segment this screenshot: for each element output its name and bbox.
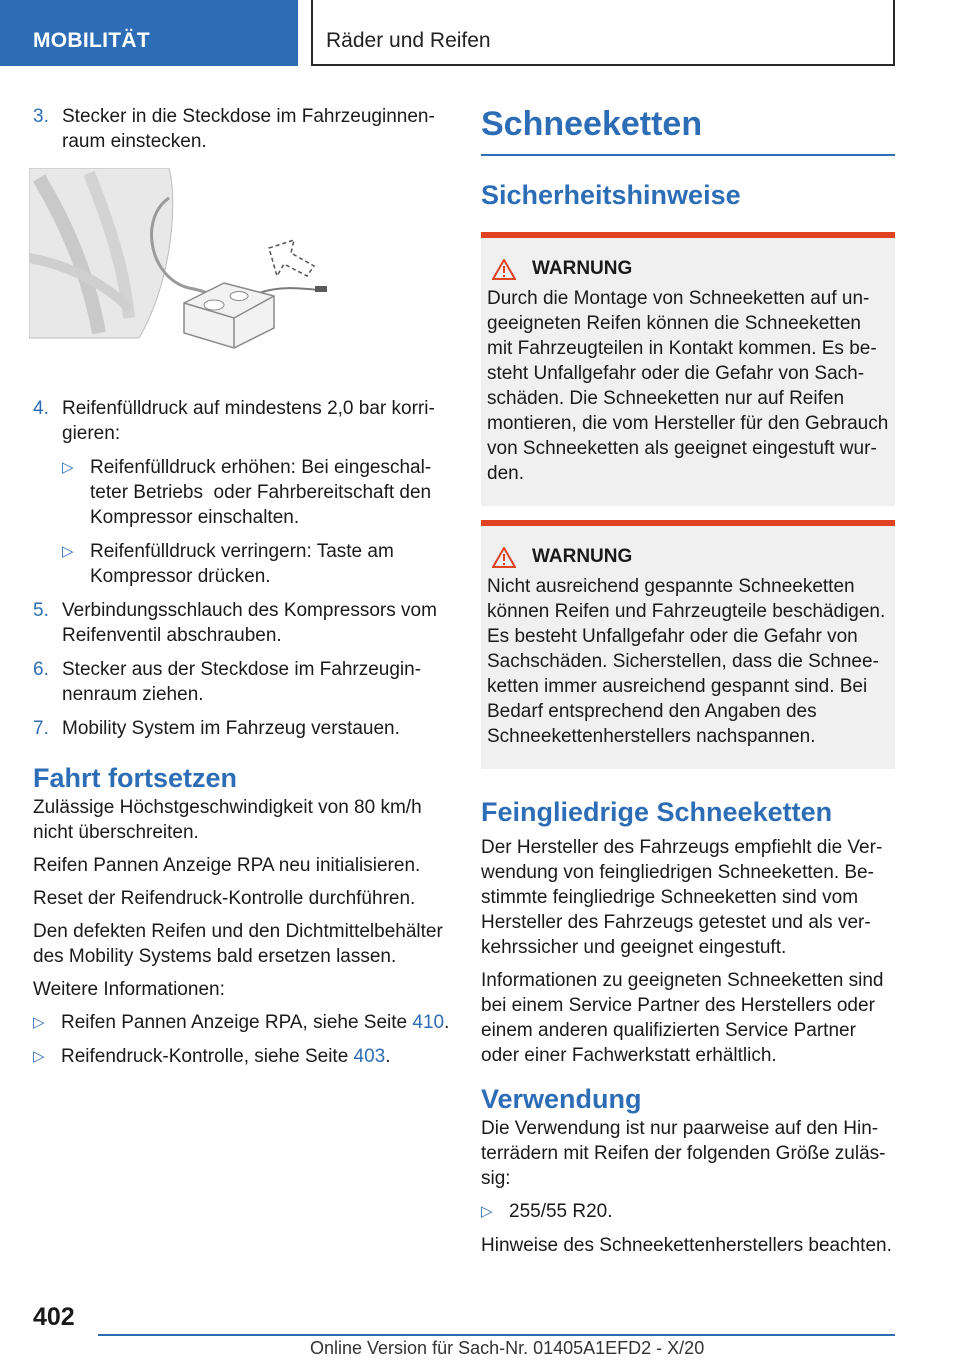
reference-text: Reifendruck-Kontrolle, siehe Seite <box>61 1046 354 1067</box>
step-text: Mobility System im Fahrzeug verstauen. <box>62 718 400 739</box>
paragraph: Reifen Pannen Anzeige RPA neu initialisieren. <box>33 855 421 876</box>
warning-label: WARNUNG <box>532 258 633 279</box>
step-list <box>33 104 453 154</box>
warning-triangle-icon <box>492 259 516 280</box>
reference-item <box>33 1010 453 1035</box>
chapter-title: Räder und Reifen <box>311 0 895 66</box>
sub-item <box>62 539 453 589</box>
reference-suffix: . <box>385 1046 391 1067</box>
safety-heading: Sicherheitshinweise <box>481 180 741 210</box>
paragraphs <box>33 795 453 1002</box>
paragraph: Informationen zu geeigneten Schneeketten sind bei einem Service Partner des Herstellers oder einem anderen qualifizierten Service Partner oder einer Fachwerkstatt erhältlich. <box>481 970 884 1066</box>
triangle-bullet-icon: ▷ <box>33 1014 45 1031</box>
paragraph: Reset der Reifendruck-Kontrolle durchführen. <box>33 888 416 909</box>
step-number: 3. <box>33 106 49 127</box>
compressor-illustration <box>29 168 339 368</box>
paragraphs <box>481 835 895 1068</box>
sub-list <box>62 455 453 589</box>
reference-item <box>33 1044 453 1069</box>
step-list <box>33 598 453 741</box>
sub-text: Reifenfülldruck erhöhen: Bei eingeschalteter Betriebs oder Fahrbereitschaft den Kompressor einschalten. <box>90 457 432 528</box>
step-number: 7. <box>33 718 49 739</box>
warning-label: WARNUNG <box>532 546 633 567</box>
section-heading: Fahrt fortsetzen <box>33 763 238 793</box>
footer-text: Online Version für Sach-Nr. 01405A1EFD2 - X/20 <box>310 1338 705 1358</box>
step-number: 5. <box>33 600 49 621</box>
step-text: Stecker in die Steckdose im Fahrzeuginnenraum einstecken. <box>62 106 435 152</box>
warning-triangle-icon <box>492 547 516 568</box>
section-tab[interactable]: MOBILITÄT <box>0 0 298 66</box>
reference-list <box>33 1010 453 1069</box>
warning-title <box>487 258 889 280</box>
step-item <box>33 716 453 741</box>
paragraph: Der Hersteller des Fahrzeugs empfiehlt die Verwendung von feingliedrigen Schneeketten. Bestimmte feingliedrige Schneeketten sind vom Hersteller des Fahrzeugs getestet und als verkehrssicher und geeignet eingestuft. <box>481 837 883 958</box>
page-number: 402 <box>33 1303 75 1331</box>
step-text: Stecker aus der Steckdose im Fahrzeuginnenraum ziehen. <box>62 659 422 705</box>
warning-text: Durch die Montage von Schneeketten auf ungeeigneten Reifen können die Schneeketten mit Fahrzeugteilen in Kontakt kommen. Es besteht Unfallgefahr oder die Gefahr von Sachschäden. Die Schneeketten nur auf Reifen montieren, die vom Hersteller für den Gebrauch von Schneeketten als geeignet eingestuft wurden. <box>487 288 889 484</box>
left-column <box>33 104 453 1078</box>
step-item <box>33 104 453 154</box>
chapter-heading: Schneeketten <box>481 104 895 156</box>
step-item <box>33 396 453 446</box>
paragraph: Weitere Informationen: <box>33 979 225 1000</box>
step-item <box>33 598 453 648</box>
warning-text: Nicht ausreichend gespannte Schneeketten können Reifen und Fahrzeugteile beschädigen. Es besteht Unfallgefahr oder die Gefahr von Sachschäden. Sicherstellen, dass die Schneeketten immer ausreichend gespannt sind. Bei Bedarf entsprechend den Angaben des Schneekettenherstellers nachspannen. <box>487 576 886 747</box>
page-link[interactable]: 410 <box>412 1012 445 1033</box>
page-link[interactable]: 403 <box>353 1046 386 1067</box>
usage-note: Hinweise des Schneekettenherstellers beachten. <box>481 1235 892 1256</box>
step-item <box>33 657 453 707</box>
paragraph: Den defekten Reifen und den Dichtmittelbehälter des Mobility Systems bald ersetzen lassen. <box>33 921 443 967</box>
fine-chains-heading: Feingliedrige Schneeketten <box>481 797 833 827</box>
step-number: 6. <box>33 659 49 680</box>
sub-item <box>62 455 453 530</box>
triangle-bullet-icon: ▷ <box>62 459 74 476</box>
warning-box <box>481 232 895 506</box>
page-header <box>0 0 960 66</box>
reference-text: Reifen Pannen Anzeige RPA, siehe Seite <box>61 1012 413 1033</box>
triangle-bullet-icon: ▷ <box>33 1048 45 1065</box>
right-column <box>481 104 895 1266</box>
triangle-bullet-icon: ▷ <box>62 543 74 560</box>
step-list <box>33 396 453 446</box>
warning-title <box>487 546 889 568</box>
usage-text: Die Verwendung ist nur paarweise auf den Hinterrädern mit Reifen der folgenden Größe zulässig: <box>481 1118 886 1189</box>
sub-text: Reifenfülldruck verringern: Taste am Kompressor drücken. <box>90 541 394 587</box>
paragraph: Zulässige Höchstgeschwindigkeit von 80 km/h nicht überschreiten. <box>33 797 422 843</box>
triangle-bullet-icon: ▷ <box>481 1203 493 1220</box>
step-text: Reifenfülldruck auf mindestens 2,0 bar korrigieren: <box>62 398 435 444</box>
usage-heading: Verwendung <box>481 1084 642 1114</box>
footer-divider <box>98 1334 895 1336</box>
list-item: ▷ 255/55 R20. <box>481 1201 613 1222</box>
step-number: 4. <box>33 398 49 419</box>
step-text: Verbindungsschlauch des Kompressors vom Reifenventil abschrauben. <box>62 600 437 646</box>
warning-list <box>481 232 895 769</box>
reference-suffix: . <box>444 1012 450 1033</box>
warning-box <box>481 520 895 769</box>
